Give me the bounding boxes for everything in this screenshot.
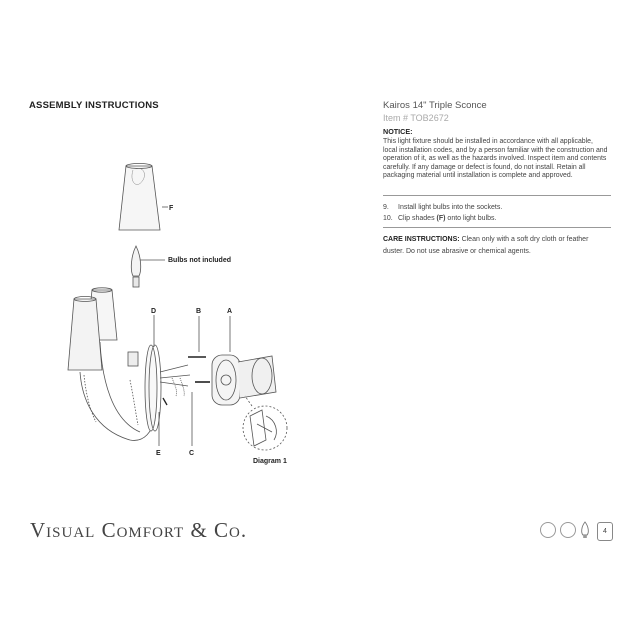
assembly-diagram [0,0,340,480]
label-a: A [227,308,233,315]
diagram-caption: Diagram 1 [253,458,287,465]
bulb-illustration [131,246,165,287]
steps-list [383,202,608,224]
compliance-mark-icon [560,522,576,538]
step-text: Install light bulbs into the sockets. [398,204,503,211]
part-reference: (F) [436,215,446,222]
label-c: C [189,450,195,457]
shade-f-illustration [119,164,168,231]
ul-listed-icon [540,522,556,538]
bulb-icon [580,521,590,539]
step-number: 9. [383,204,389,211]
brand-logo: Visual Comfort & Co. [30,518,248,542]
page-number: 4 [597,522,613,541]
label-b: B [196,308,202,315]
step-text: onto light bulbs. [445,215,497,222]
notice-body: This light fixture should be installed in accordance with all applicable, local installation codes, and by a person familiar with the construction and operation of it, as well as the hazards involved. Inspect item and contents carefully. If any damage or defect is found, do not install. Retain all packaging material until installation is complete and approved. [383,138,608,180]
divider [383,227,611,228]
label-f: F [169,205,174,212]
care-label: CARE INSTRUCTIONS: [383,236,460,243]
step-item [383,213,608,224]
sconce-illustration [68,288,287,450]
step-text: Clip shades [398,215,437,222]
step-number: 10. [383,215,393,222]
item-number: Item # TOB2672 [383,113,449,123]
label-d: D [151,308,157,315]
care-text: Clean only with a soft dry cloth or feather duster. Do not use abrasive or chemical agents. [383,236,589,255]
product-title: Kairos 14" Triple Sconce [383,100,487,111]
section-title: ASSEMBLY INSTRUCTIONS [29,100,159,111]
label-e: E [156,450,161,457]
step-item [383,202,608,213]
bulbs-note: Bulbs not included [168,257,231,264]
notice-heading: NOTICE: [383,127,413,136]
divider [383,195,611,196]
care-instructions [383,234,608,257]
product-header [383,100,608,124]
